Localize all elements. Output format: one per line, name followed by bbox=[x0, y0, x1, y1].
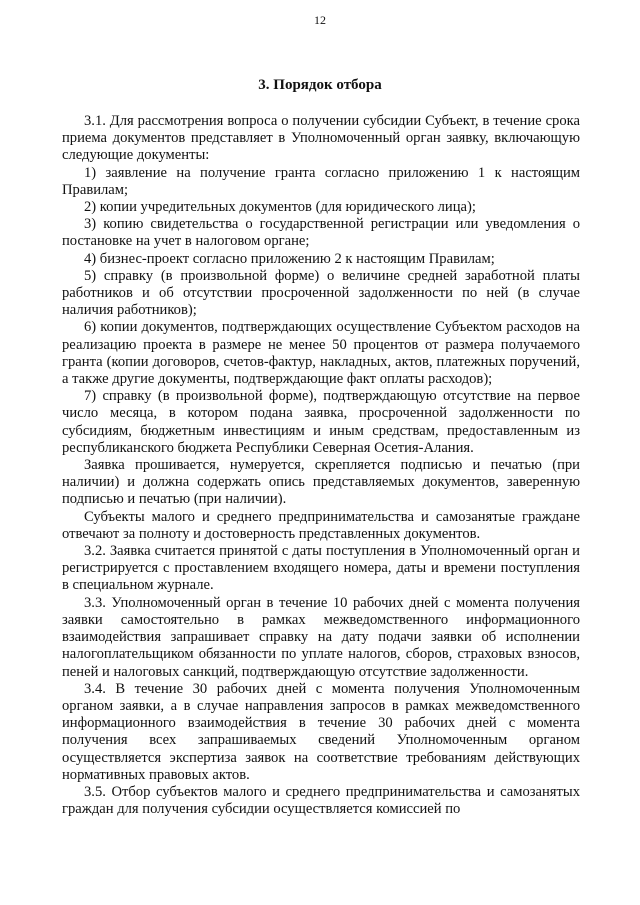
paragraph-3-4: 3.4. В течение 30 рабочих дней с момента получения Уполномоченным органом заявки, а в случае направления запросов в рамках межведомственного информационного взаимодействия в течение 30 рабочих дней с момента получения всех запрашиваемых сведений Уполномоченным органом осуществляется экспертиза заявок на соответствие требованиям действующих нормативных правовых актов. bbox=[62, 680, 580, 783]
list-item-6: 6) копии документов, подтверждающих осуществление Субъектом расходов на реализацию проекта в размере не менее 50 процентов от размера получаемого гранта (копии договоров, счетов-фактур, накладных, актов, платежных поручений, а также другие документы, подтверждающие факт оплаты расходов); bbox=[62, 319, 580, 388]
section-title: 3. Порядок отбора bbox=[258, 77, 382, 93]
list-item-4: 4) бизнес-проект согласно приложению 2 к настоящим Правилам; bbox=[84, 250, 495, 267]
paragraph-3-5: 3.5. Отбор субъектов малого и среднего предпринимательства и самозанятых граждан для получения субсидии осуществляется комиссией по bbox=[62, 783, 580, 818]
list-item-1: 1) заявление на получение гранта согласно приложению 1 к настоящим Правилам; bbox=[62, 164, 580, 198]
paragraph-3-3: 3.3. Уполномоченный орган в течение 10 рабочих дней с момента получения заявки самостоятельно в рамках межведомственного информационного взаимодействия запрашивает справку на дату подачи заявки об исполнении налогоплательщиком обязанности по уплате налогов, сборов, страховых взносов, пеней и налоговых санкций, подтверждающую отсутствие задолженности. bbox=[62, 594, 580, 680]
paragraph-3-1: 3.1. Для рассмотрения вопроса о получении субсидии Субъект, в течение срока приема документов представляет в Уполномоченный орган заявку, включающую следующие документы: bbox=[62, 113, 580, 164]
list-item-7: 7) справку (в произвольной форме), подтверждающую отсутствие на первое число месяца, в котором подана заявка, просроченной задолженности по субсидиям, бюджетным инвестициям и иным средствам, предоставленным из республиканского бюджета Республики Северная Осетия-Алания. bbox=[62, 388, 580, 456]
paragraph-3-2: 3.2. Заявка считается принятой с даты поступления в Уполномоченный орган и регистрируется с проставлением входящего номера, даты и времени поступления в специальном журнале. bbox=[62, 543, 580, 594]
paragraph-responsibility: Субъекты малого и среднего предпринимательства и самозанятые граждане отвечают за полноту и достоверность представленных документов. bbox=[62, 508, 580, 542]
paragraph-application-binding: Заявка прошивается, нумеруется, скрепляется подписью и печатью (при наличии) и должна содержать опись представляемых документов, заверенную подписью и печатью (при наличии). bbox=[62, 457, 580, 508]
document-body bbox=[62, 113, 580, 818]
page-number: 12 bbox=[314, 13, 326, 27]
list-item-2: 2) копии учредительных документов (для юридического лица); bbox=[84, 199, 476, 216]
list-item-3: 3) копию свидетельства о государственной регистрации или уведомления о постановке на учет в налоговом органе; bbox=[62, 216, 580, 250]
list-item-5: 5) справку (в произвольной форме) о величине средней заработной платы работников и об отсутствии просроченной задолженности по ней (в случае наличия работников); bbox=[62, 267, 580, 319]
